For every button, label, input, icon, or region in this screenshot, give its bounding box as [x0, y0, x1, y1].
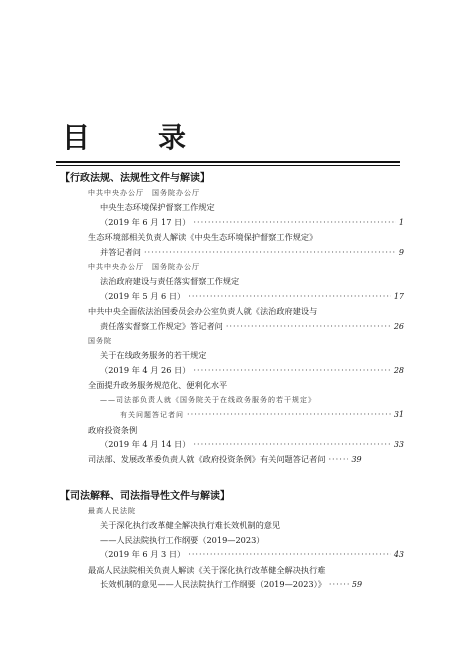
title-rule-thin [56, 165, 400, 166]
toc-entry-with-page [60, 452, 404, 467]
toc-issuer: ——司法部负责人就《国务院关于在线政务服务的若干规定》 [100, 395, 316, 404]
toc-issuer: 有关问题答记者问 [120, 411, 184, 420]
toc-entry-text: ——人民法院执行工作纲要（2019—2023） [100, 534, 265, 545]
leader-dots [144, 245, 396, 259]
toc-entry-text: （2019 年 4 月 14 日） [100, 438, 191, 449]
toc-issuer: 中共中央办公厅 国务院办公厅 [88, 189, 200, 197]
page-number: 17 [393, 291, 404, 301]
toc-entry-text: 全面提升政务服务规范化、便利化水平 [88, 380, 228, 391]
toc-entry-with-page [60, 577, 404, 592]
toc-entry-text: 最高人民法院相关负责人解读《关于深化执行改革健全解决执行难 [88, 564, 326, 575]
page-number: 9 [398, 247, 404, 257]
toc-entry-with-page [60, 289, 404, 304]
page-number: 26 [393, 321, 404, 331]
toc-entries [60, 186, 404, 468]
page-number: 28 [393, 365, 404, 375]
toc-entry-text: （2019 年 6 月 3 日） [100, 549, 186, 560]
toc-entry-text: （2019 年 4 月 26 日） [100, 364, 191, 375]
toc-entries [60, 504, 404, 592]
section-heading: 【司法解释、司法指导性文件与解读】 [60, 491, 230, 502]
section-heading: 【行政法规、法规性文件与解读】 [60, 173, 210, 184]
toc-section-admin-regulations [60, 172, 404, 468]
page-number: 43 [393, 550, 404, 560]
toc-issuer: 国务院 [88, 337, 112, 346]
toc-entry-with-page [60, 437, 404, 452]
page-number: 33 [393, 439, 404, 449]
page-number: 31 [393, 410, 404, 420]
toc-entry-with-page [60, 245, 404, 260]
toc-entry-text: 中共中央全面依法治国委员会办公室负责人就《法治政府建设与 [88, 306, 318, 317]
toc-entry-text: 政府投资条例 [88, 424, 138, 435]
toc-entry-with-page [60, 363, 404, 378]
toc-entry-with-page [60, 215, 404, 230]
toc-entry-with-page [60, 547, 404, 562]
toc-entry-with-page [60, 407, 404, 422]
toc-issuer: 最高人民法院 [88, 507, 136, 515]
toc-entry-text: 关于深化执行改革健全解决执行难长效机制的意见 [100, 520, 281, 531]
leader-dots [188, 547, 391, 561]
leader-dots [329, 577, 349, 591]
toc-entry-text: （2019 年 6 月 17 日） [100, 216, 191, 227]
page-number: 1 [398, 217, 404, 227]
leader-dots [193, 363, 390, 377]
page-title: 目 录 [62, 121, 207, 154]
page-number: 39 [351, 455, 362, 465]
leader-dots [187, 407, 391, 421]
leader-dots [193, 215, 395, 229]
toc-entry-text: 生态环境部相关负责人解读《中央生态环境保护督察工作规定》 [88, 232, 318, 243]
title-rule-thick [56, 161, 400, 163]
toc-entry-text: 并答记者问 [100, 246, 141, 257]
toc-entry-text: （2019 年 5 月 6 日） [100, 290, 186, 301]
toc-entry-with-page [60, 319, 404, 334]
leader-dots [188, 289, 391, 303]
toc-section-judicial [60, 490, 404, 592]
toc-entry-text: 关于在线政务服务的若干规定 [100, 350, 207, 361]
toc-issuer: 中共中央办公厅 国务院办公厅 [88, 263, 200, 272]
leader-dots [193, 437, 390, 451]
leader-dots [328, 452, 348, 466]
toc-entry-text: 司法部、发展改革委负责人就《政府投资条例》有关问题答记者问 [88, 454, 326, 465]
toc-entry-text: 责任落实督察工作规定》答记者问 [100, 320, 223, 331]
toc-entry-text: 法治政府建设与责任落实督察工作规定 [100, 276, 240, 287]
leader-dots [226, 319, 391, 333]
toc-entry-text: 中央生态环境保护督察工作规定 [100, 202, 215, 213]
toc-entry-text: 长效机制的意见——人民法院执行工作纲要（2019—2023）》 [100, 579, 326, 590]
page-number: 59 [351, 580, 363, 590]
